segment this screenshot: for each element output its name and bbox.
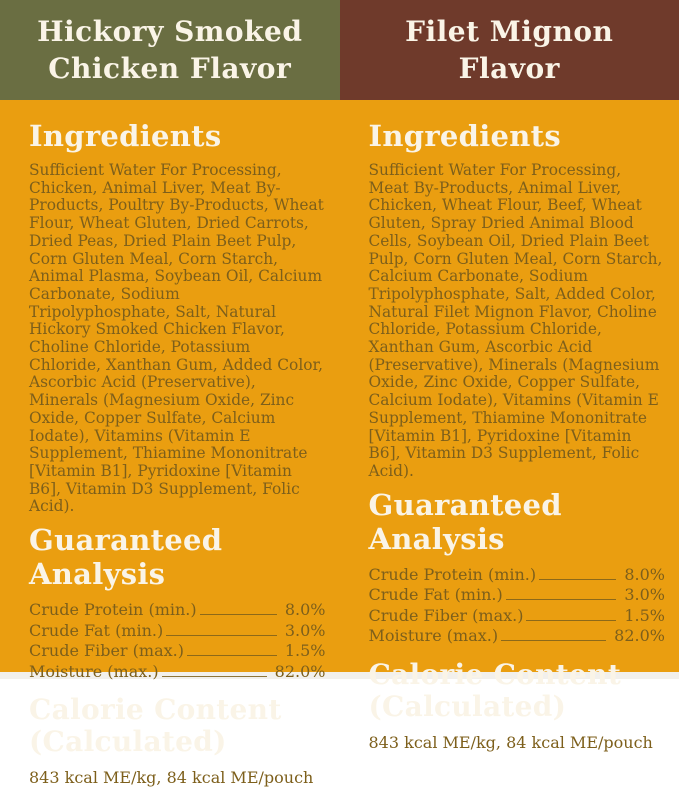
leader-line [200, 614, 277, 615]
calorie-content-value: 843 kcal ME/kg, 84 kcal ME/pouch [29, 768, 326, 787]
ingredients-heading: Ingredients [29, 119, 326, 153]
analysis-label: Crude Protein (min.) [29, 600, 197, 621]
column-filet-mignon [340, 100, 679, 672]
ingredients-heading: Ingredients [369, 119, 666, 153]
analysis-label: Moisture (max.) [369, 626, 499, 647]
analysis-row-moisture [29, 662, 326, 683]
calorie-heading-line: (Calculated) [369, 691, 666, 723]
flavor-title-line: Flavor [405, 50, 613, 87]
flavor-title [37, 13, 302, 87]
analysis-row-crude-protein [369, 565, 666, 586]
analysis-value: 3.0% [285, 621, 326, 642]
analysis-value: 1.5% [624, 606, 665, 627]
analysis-label: Crude Fat (min.) [29, 621, 163, 642]
analysis-value: 3.0% [624, 585, 665, 606]
ingredients-text: Sufficient Water For Processing, Meat By-Products, Animal Liver, Chicken, Wheat Flour, Beef, Wheat Gluten, Spray Dried Animal Blood Cells, Soybean Oil, Dried Plain Beet Pulp, Corn Gluten Meal, Corn Starch, Calcium Carbonate, Sodium Tripolyphosphate, Salt, Added Color, Natural Filet Mignon Flavor, Choline Chloride, Potassium Chloride, Xanthan Gum, Ascorbic Acid (Preservative), Minerals (Magnesium Oxide, Zinc Oxide, Copper Sulfate, Calcium Iodate), Vitamins (Vitamin E Supplement, Thiamine Mononitrate [Vitamin B1], Pyridoxine [Vitamin B6], Vitamin D3 Supplement, Folic Acid). [369, 162, 666, 481]
leader-line [187, 655, 277, 656]
flavor-headers [0, 0, 679, 100]
analysis-label: Crude Fat (min.) [369, 585, 503, 606]
analysis-row-crude-fiber [369, 606, 666, 627]
flavor-title-line: Hickory Smoked [37, 13, 302, 50]
calorie-content-heading [29, 694, 326, 758]
leader-line [501, 640, 606, 641]
analysis-label: Crude Fiber (max.) [369, 606, 524, 627]
leader-line [539, 579, 616, 580]
guaranteed-analysis-table [369, 565, 666, 647]
analysis-label: Crude Protein (min.) [369, 565, 537, 586]
label-panel [0, 100, 679, 672]
guaranteed-analysis-heading: Guaranteed Analysis [29, 523, 326, 591]
analysis-value: 8.0% [624, 565, 665, 586]
leader-line [506, 599, 617, 600]
calorie-heading-line: Calorie Content [369, 659, 666, 691]
calorie-content-value: 843 kcal ME/kg, 84 kcal ME/pouch [369, 733, 666, 752]
ingredients-text: Sufficient Water For Processing, Chicken, Animal Liver, Meat By-Products, Poultry By-Products, Wheat Flour, Wheat Gluten, Dried Carrots, Dried Peas, Dried Plain Beet Pulp, Corn Gluten Meal, Corn Starch, Animal Plasma, Soybean Oil, Calcium Carbonate, Sodium Tripolyphosphate, Salt, Natural Hickory Smoked Chicken Flavor, Choline Chloride, Potassium Chloride, Xanthan Gum, Added Color, Ascorbic Acid (Preservative), Minerals (Magnesium Oxide, Zinc Oxide, Copper Sulfate, Calcium Iodate), Vitamins (Vitamin E Supplement, Thiamine Mononitrate [Vitamin B1], Pyridoxine [Vitamin B6], Vitamin D3 Supplement, Folic Acid). [29, 162, 326, 516]
analysis-row-crude-fat [369, 585, 666, 606]
analysis-value: 82.0% [275, 662, 326, 683]
analysis-label: Moisture (max.) [29, 662, 159, 683]
guaranteed-analysis-heading: Guaranteed Analysis [369, 488, 666, 556]
leader-line [166, 635, 277, 636]
column-hickory-smoked-chicken [0, 100, 340, 672]
calorie-heading-line: Calorie Content [29, 694, 326, 726]
analysis-label: Crude Fiber (max.) [29, 641, 184, 662]
analysis-value: 1.5% [285, 641, 326, 662]
leader-line [526, 620, 616, 621]
flavor-title-line: Filet Mignon [405, 13, 613, 50]
header-filet-mignon [340, 0, 679, 100]
flavor-title-line: Chicken Flavor [37, 50, 302, 87]
calorie-content-heading [369, 659, 666, 723]
analysis-row-crude-protein [29, 600, 326, 621]
flavor-title [405, 13, 613, 87]
analysis-value: 82.0% [614, 626, 665, 647]
leader-line [162, 676, 267, 677]
analysis-row-moisture [369, 626, 666, 647]
analysis-value: 8.0% [285, 600, 326, 621]
calorie-heading-line: (Calculated) [29, 726, 326, 758]
analysis-row-crude-fiber [29, 641, 326, 662]
guaranteed-analysis-table [29, 600, 326, 682]
analysis-row-crude-fat [29, 621, 326, 642]
header-hickory-smoked-chicken [0, 0, 340, 100]
